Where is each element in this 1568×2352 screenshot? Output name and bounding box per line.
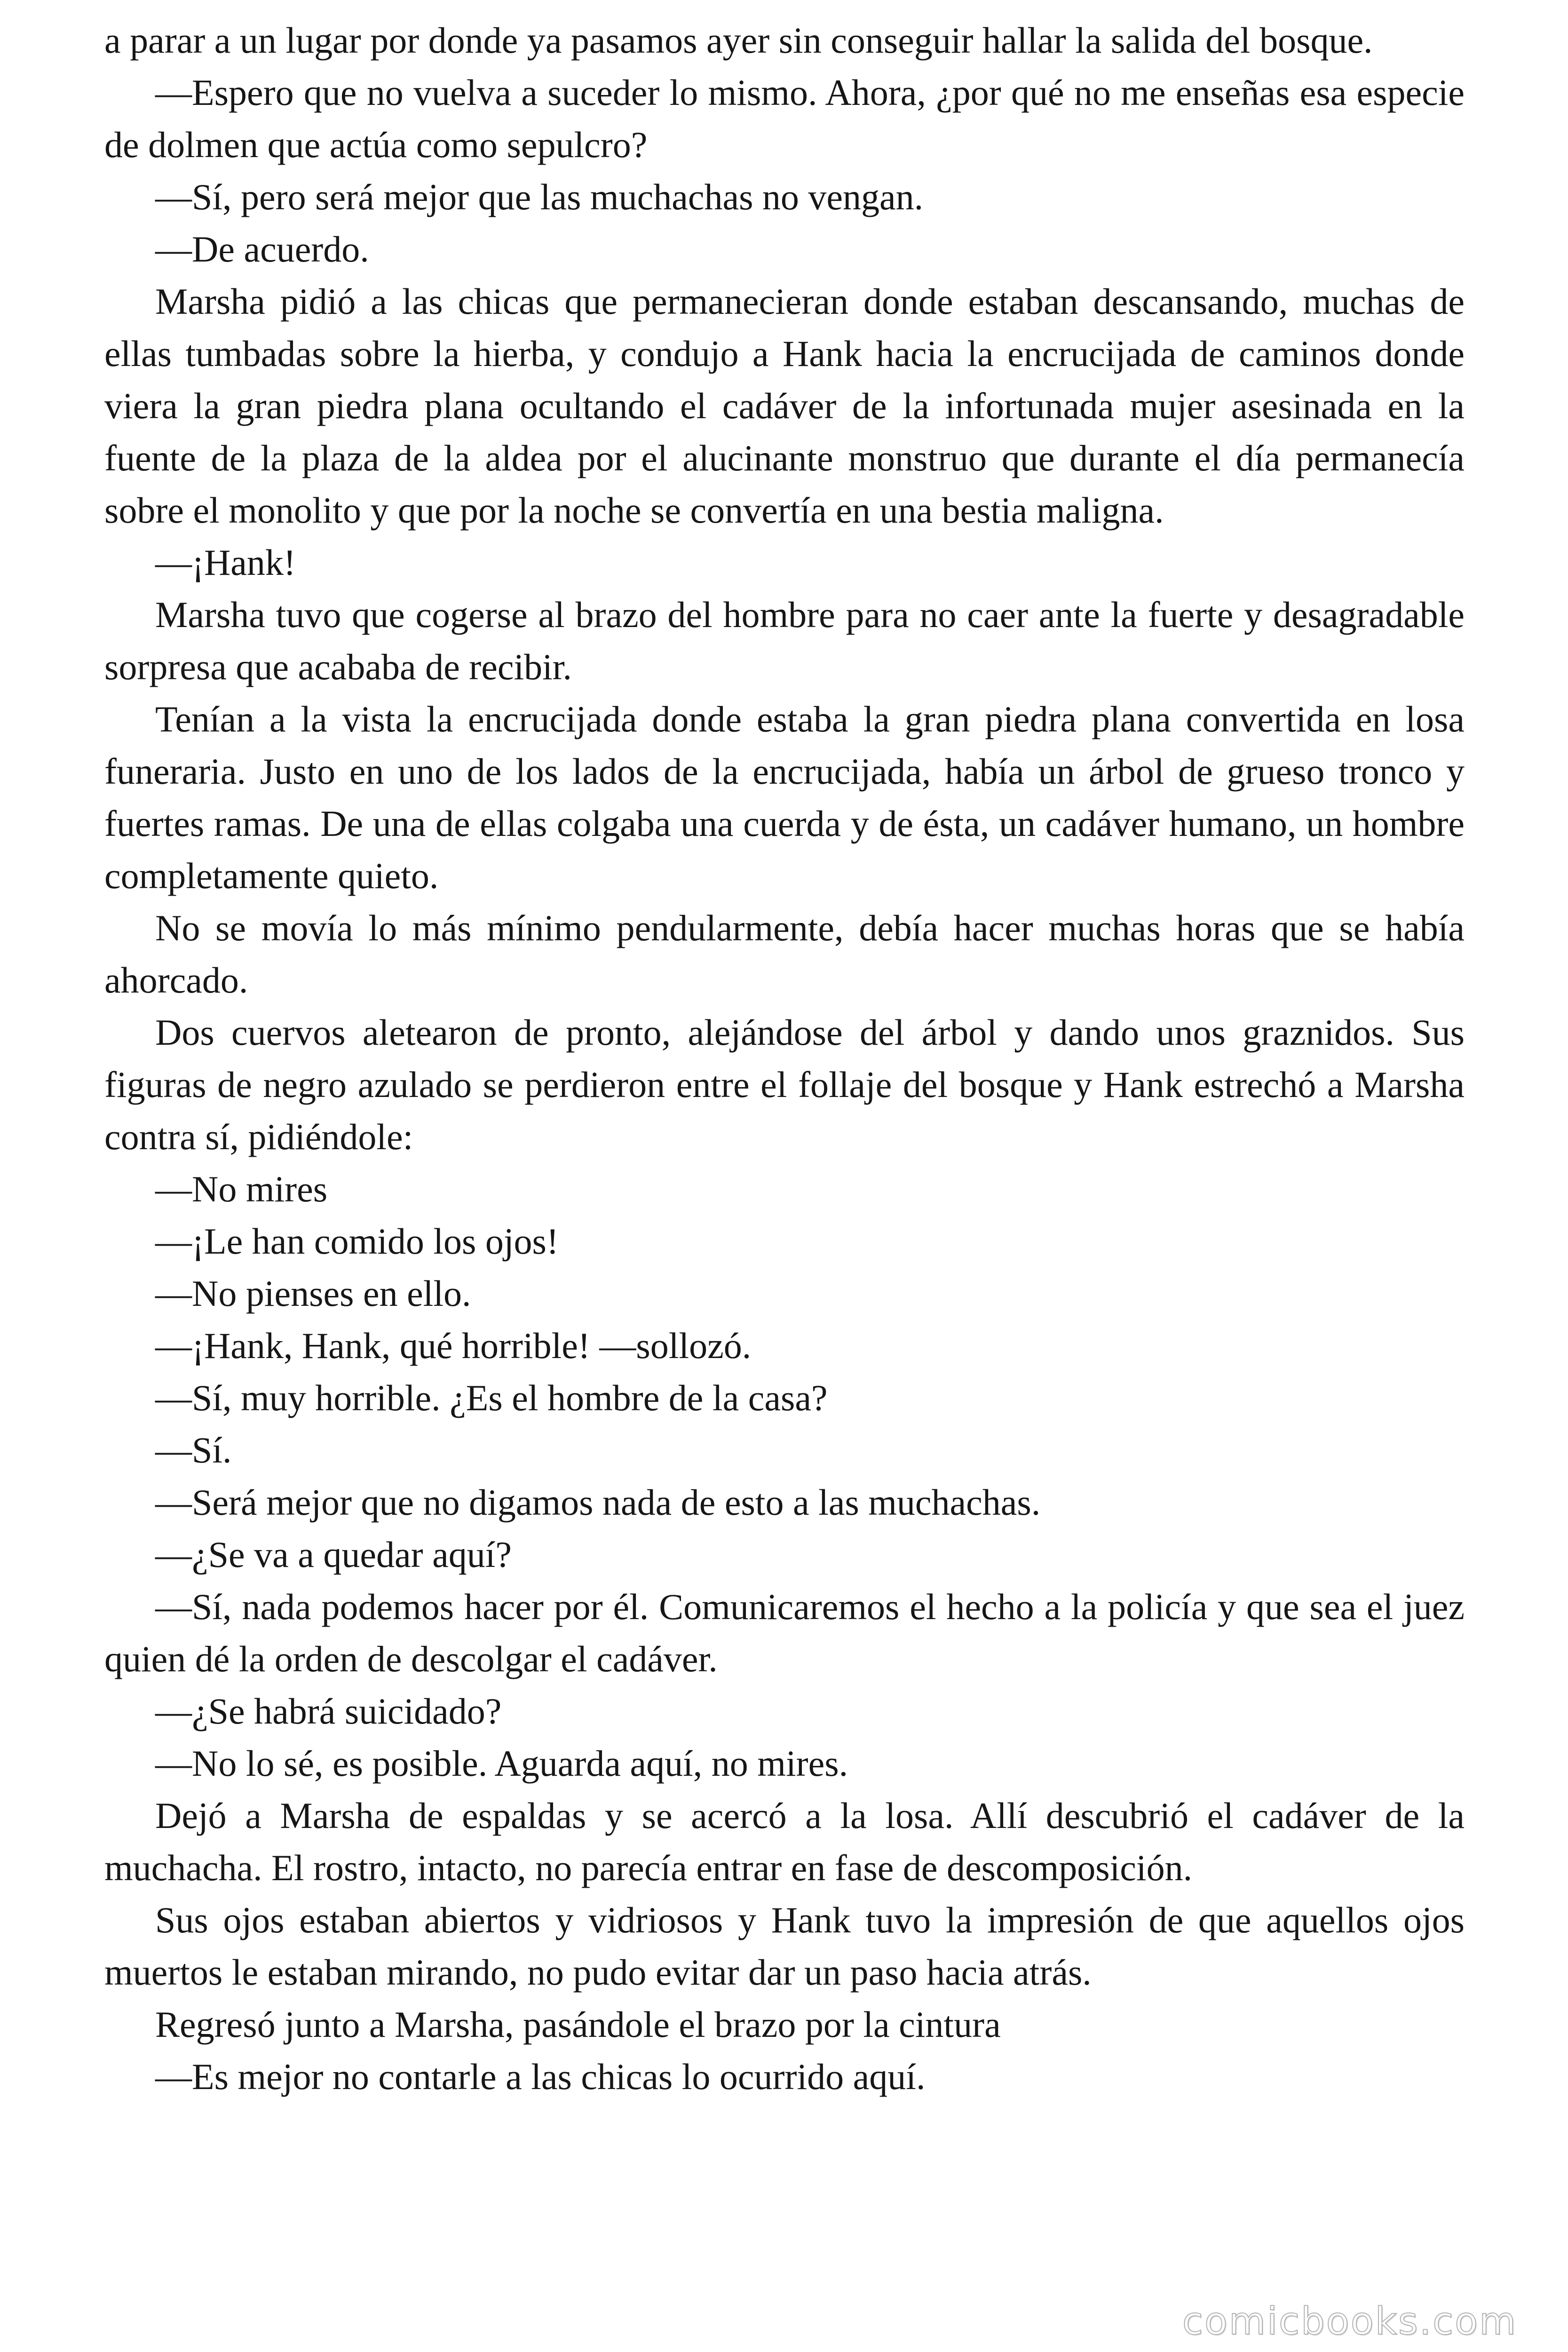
- paragraph: —No lo sé, es posible. Aguarda aquí, no mires.: [155, 1743, 848, 1784]
- paragraph: Marsha tuvo que cogerse al brazo del hombre para no caer ante la fuerte y desagradable sorpresa que acababa de recibir.: [104, 594, 1465, 687]
- paragraph: Sus ojos estaban abiertos y vidriosos y Hank tuvo la impresión de que aquellos ojos muertos le estaban mirando, no pudo evitar dar un paso hacia atrás.: [104, 1899, 1465, 1993]
- paragraph: —No pienses en ello.: [155, 1273, 471, 1314]
- paragraph: —Sí, muy horrible. ¿Es el hombre de la casa?: [155, 1377, 828, 1418]
- paragraph: —Sí.: [155, 1430, 232, 1470]
- paragraph: —¿Se va a quedar aquí?: [155, 1534, 512, 1575]
- paragraph: —¿Se habrá suicidado?: [155, 1691, 502, 1732]
- paragraph: —No mires: [155, 1168, 328, 1209]
- paragraph: Regresó junto a Marsha, pasándole el brazo por la cintura: [155, 2004, 1001, 2045]
- paragraph: Dejó a Marsha de espaldas y se acercó a la losa. Allí descubrió el cadáver de la muchacha. El rostro, intacto, no parecía entrar en fase de descomposición.: [104, 1795, 1465, 1888]
- paragraph: —¡Le han comido los ojos!: [155, 1221, 559, 1262]
- document-page: [104, 14, 1465, 2103]
- paragraph: —Sí, pero será mejor que las muchachas no vengan.: [155, 176, 924, 217]
- paragraph: —Sí, nada podemos hacer por él. Comunicaremos el hecho a la policía y que sea el juez quien dé la orden de descolgar el cadáver.: [104, 1586, 1465, 1679]
- paragraph: —Es mejor no contarle a las chicas lo ocurrido aquí.: [155, 2056, 926, 2097]
- paragraph: Dos cuervos aletearon de pronto, alejándose del árbol y dando unos graznidos. Sus figuras de negro azulado se perdieron entre el follaje del bosque y Hank estrechó a Marsha contra sí, pidiéndole:: [104, 1012, 1465, 1157]
- paragraph: No se movía lo más mínimo pendularmente, debía hacer muchas horas que se había ahorcado.: [104, 907, 1465, 1001]
- paragraph: —Espero que no vuelva a suceder lo mismo. Ahora, ¿por qué no me enseñas esa especie de dolmen que actúa como sepulcro?: [104, 72, 1465, 165]
- paragraph: a parar a un lugar por donde ya pasamos ayer sin conseguir hallar la salida del bosque.: [104, 20, 1373, 61]
- paragraph: —De acuerdo.: [155, 229, 369, 270]
- paragraph: Marsha pidió a las chicas que permanecieran donde estaban descansando, muchas de ellas tumbadas sobre la hierba, y condujo a Hank hacia la encrucijada de caminos donde viera la gran piedra plana ocultando el cadáver de la infortunada mujer asesinada en la fuente de la plaza de la aldea por el alucinante monstruo que durante el día permanecía sobre el monolito y que por la noche se convertía en una bestia maligna.: [104, 281, 1465, 531]
- watermark: comicbooks.com: [1182, 2299, 1517, 2343]
- paragraph: —¡Hank, Hank, qué horrible! —sollozó.: [155, 1325, 752, 1366]
- paragraph: —¡Hank!: [155, 542, 296, 583]
- paragraph: Tenían a la vista la encrucijada donde estaba la gran piedra plana convertida en losa funeraria. Justo en uno de los lados de la encrucijada, había un árbol de grueso tronco y fuertes ramas. De una de ellas colgaba una cuerda y de ésta, un cadáver humano, un hombre completamente quieto.: [104, 699, 1465, 896]
- paragraph: —Será mejor que no digamos nada de esto a las muchachas.: [155, 1482, 1041, 1523]
